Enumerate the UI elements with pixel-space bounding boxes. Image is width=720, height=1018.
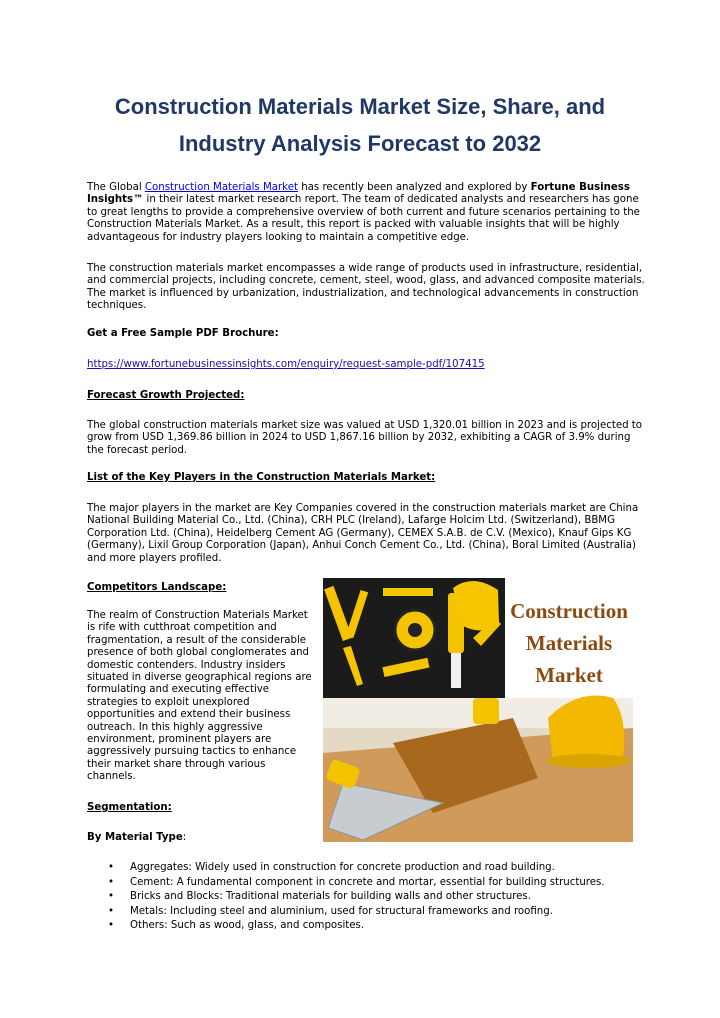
roller-handle — [451, 653, 461, 688]
list-item — [87, 861, 647, 876]
list-item — [87, 876, 647, 891]
tape-measure-hub — [408, 623, 422, 637]
list-item — [87, 890, 647, 905]
bullet-icon: • — [108, 920, 115, 931]
image-title-line-1: Construction — [510, 599, 628, 623]
intro-mid: has recently been analyzed and explored by — [297, 182, 531, 193]
sample-heading: Get a Free Sample PDF Brochure: — [87, 328, 279, 339]
material-type-label: By Material Type — [87, 832, 183, 843]
title-line-2: Industry Analysis Forecast to 2032 — [178, 131, 542, 156]
bullet-icon: • — [108, 905, 115, 917]
level-icon — [383, 588, 433, 596]
image-title-line-3: Market — [535, 663, 603, 687]
hard-hat-brim — [546, 754, 630, 768]
overview-paragraph: The construction materials market encompasses a wide range of products used in infrastructure, residential, and commercial projects, including concrete, cement, steel, wood, glass, and advanced composite materials. The market is influenced by urbanization, industrialization, and technological advancements in construction techniques. — [87, 263, 645, 312]
intro-paragraph — [87, 182, 647, 244]
list-item-text: Aggregates: Widely used in construction for concrete production and road building. — [130, 862, 555, 873]
competitors-heading: Competitors Landscape: — [87, 582, 227, 593]
segmentation-heading: Segmentation: — [87, 802, 172, 813]
list-item-text: Cement: A fundamental component in concrete and mortar, essential for building structures. — [130, 876, 605, 888]
material-type-list — [87, 861, 647, 934]
players-paragraph: The major players in the market are Key Companies covered in the construction materials market are China National Building Material Co., Ltd. (China), CRH PLC (Ireland), Lafarge Holcim Ltd. (Switzerland), BBMG Corporation Ltd. (China), Heidelberg Cement AG (Germany), CEMEX S.A.B. de C.V. (Mexico), Knauf Gips KG (Germany), Lixil Group Corporation (Japan), Anhui Conch Cement Co., Ltd. (China), Boral Limited (Australia) and more players profiled. — [87, 503, 639, 564]
market-link[interactable]: Construction Materials Market — [144, 182, 298, 193]
list-item-text: Bricks and Blocks: Traditional materials for building walls and other structures. — [130, 891, 531, 902]
list-item-text: Others: Such as wood, glass, and composites. — [130, 920, 365, 931]
tape-icon — [473, 698, 499, 724]
brand-name: Fortune Business Insights™ — [87, 182, 630, 206]
intro-lead: The Global — [87, 182, 145, 193]
bullet-icon: • — [108, 862, 115, 873]
bullet-icon: • — [108, 876, 115, 888]
tools-illustration — [323, 578, 633, 842]
construction-materials-image — [323, 578, 633, 842]
intro-rest: in their latest market research report. The team of dedicated analysts and researchers has gone to great lengths to provide a comprehensive overview of both current and future scenarios pertaining to the Construction Materials Market. As a result, this report is packed with valuable insights that will be highly advantageous for industry players looking to maintain a competitive edge. — [87, 194, 640, 243]
page-title — [60, 88, 660, 162]
bullet-icon: • — [108, 891, 115, 902]
competitors-paragraph: The realm of Construction Materials Market is rife with cutthroat competition and fragmentation, a result of the considerable presence of both global conglomerates and domestic contenders. Industry insiders situated in diverse geographical regions are formulating and executing effective strategies to exploit unexplored opportunities and extend their business outreach. In this highly aggressive environment, prominent players are aggressively pursuing tactics to enhance their market share through various channels. — [87, 610, 312, 783]
sample-link[interactable]: https://www.fortunebusinessinsights.com/enquiry/request-sample-pdf/107415 — [87, 359, 485, 370]
material-type-colon: : — [182, 832, 187, 843]
forecast-heading: Forecast Growth Projected: — [87, 390, 245, 401]
title-line-1: Construction Materials Market Size, Share, and — [114, 94, 606, 119]
players-heading: List of the Key Players in the Construction Materials Market: — [87, 472, 436, 483]
sample-link-line — [87, 359, 647, 371]
list-item-text: Metals: Including steel and aluminium, used for structural frameworks and roofing. — [130, 905, 553, 917]
list-item — [87, 919, 647, 934]
list-item — [87, 905, 647, 920]
image-title-line-2: Materials — [525, 631, 613, 655]
forecast-paragraph: The global construction materials market size was valued at USD 1,320.01 billion in 2023 and is projected to grow from USD 1,369.86 billion in 2024 to USD 1,867.16 billion by 2032, exhibiting a CAGR of 3.9% during the forecast period. — [87, 420, 643, 456]
